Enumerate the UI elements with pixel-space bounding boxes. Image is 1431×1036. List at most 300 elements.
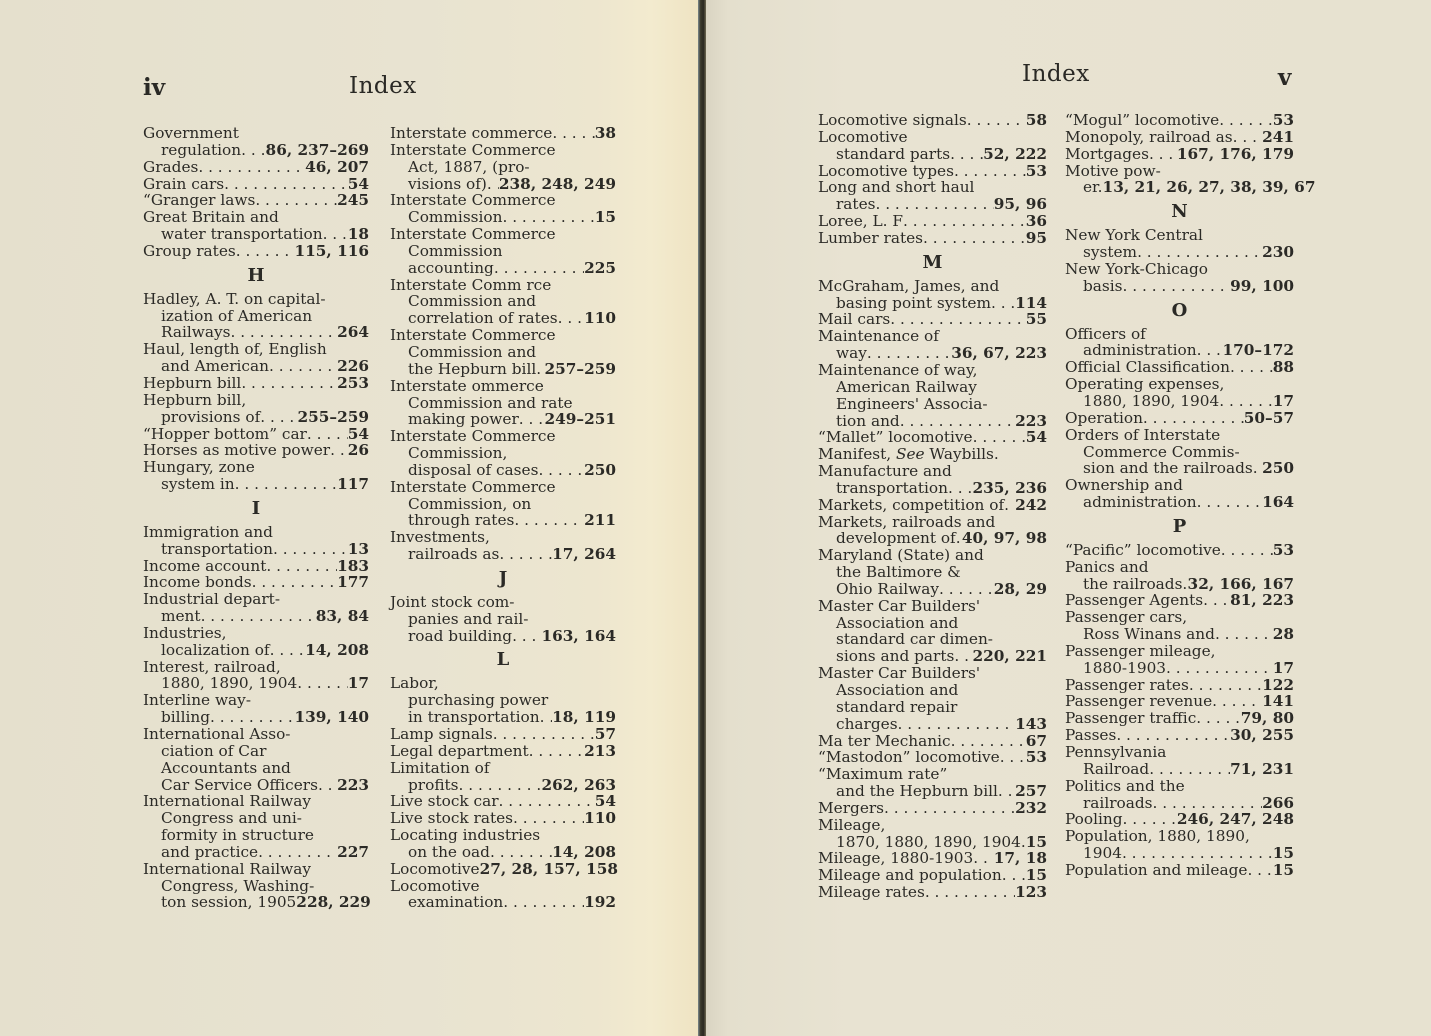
entry-text: Mileage, 1880-1903 bbox=[818, 849, 974, 868]
page-references: 13, 21, 26, 27, 38, 39, 67 bbox=[1102, 178, 1316, 197]
entry-line bbox=[1065, 244, 1294, 261]
entry-line bbox=[143, 777, 369, 794]
entry-line bbox=[818, 615, 1047, 632]
page-references: 40, 97, 98 bbox=[961, 529, 1047, 548]
index-entry bbox=[818, 665, 1047, 732]
dot-leader bbox=[260, 409, 297, 426]
dot-leader bbox=[490, 844, 552, 861]
entry-line bbox=[818, 631, 1047, 648]
entry-text: railroads bbox=[1083, 793, 1153, 812]
entry-text: Monopoly, railroad as bbox=[1065, 127, 1233, 146]
index-entry bbox=[818, 766, 1047, 800]
index-entry bbox=[390, 743, 616, 760]
entry-text: regulation bbox=[161, 140, 242, 159]
page-references: 223 bbox=[337, 775, 369, 794]
page-references: 242 bbox=[1015, 495, 1047, 514]
entry-line bbox=[143, 743, 369, 760]
entry-line bbox=[818, 581, 1047, 598]
dot-leader bbox=[1197, 342, 1223, 359]
dot-leader bbox=[1230, 359, 1273, 376]
entry-text: railroads as bbox=[408, 545, 500, 564]
entry-text: Mergers bbox=[818, 798, 885, 817]
index-entry bbox=[143, 574, 369, 591]
dot-leader bbox=[536, 361, 544, 378]
page-references: 245 bbox=[337, 191, 369, 210]
entry-text: administration bbox=[1083, 493, 1197, 512]
page-references: 253 bbox=[337, 373, 369, 392]
page-references: 36 bbox=[1025, 212, 1047, 231]
entry-line bbox=[1065, 609, 1294, 626]
entry-text: Maintenance of way, bbox=[818, 360, 978, 379]
entry-line bbox=[390, 894, 616, 911]
dot-leader bbox=[867, 345, 951, 362]
page-references: 266 bbox=[1262, 793, 1294, 812]
entry-line bbox=[1065, 643, 1294, 660]
page-references: 88 bbox=[1272, 358, 1294, 377]
entry-line bbox=[390, 192, 616, 209]
index-entry bbox=[1065, 427, 1294, 478]
entry-line bbox=[143, 709, 369, 726]
dot-leader bbox=[499, 793, 595, 810]
entry-text: Population, 1880, 1890, bbox=[1065, 827, 1250, 846]
page-references: 71, 231 bbox=[1230, 759, 1294, 778]
section-letter: L bbox=[496, 649, 510, 671]
entry-line bbox=[143, 243, 369, 260]
entry-line bbox=[818, 850, 1047, 867]
index-entry bbox=[1065, 677, 1294, 694]
index-entry bbox=[1065, 542, 1294, 559]
entry-line bbox=[390, 378, 616, 395]
page-references: 227 bbox=[337, 842, 369, 861]
dot-leader bbox=[201, 608, 316, 625]
index-entry bbox=[143, 159, 369, 176]
entry-line bbox=[818, 682, 1047, 699]
index-entry bbox=[818, 328, 1047, 362]
entry-text: Panics and bbox=[1065, 557, 1149, 576]
entry-line bbox=[818, 733, 1047, 750]
index-entry bbox=[143, 209, 369, 243]
entry-line bbox=[143, 894, 369, 911]
entry-text: American Railway bbox=[836, 377, 977, 396]
dot-leader bbox=[323, 226, 348, 243]
index-entry bbox=[390, 760, 616, 794]
entry-line bbox=[818, 112, 1047, 129]
page-references: 262, 263 bbox=[541, 775, 616, 794]
page-references: 54 bbox=[1025, 428, 1047, 447]
index-entry bbox=[390, 793, 616, 810]
entry-text: “Mogul” locomotive bbox=[1065, 111, 1220, 129]
entry-line bbox=[1065, 744, 1294, 761]
entry-text: Master Car Builders' bbox=[818, 664, 981, 683]
section-letter: N bbox=[1171, 201, 1188, 223]
entry-text: Ma ter Mechanic bbox=[818, 731, 951, 750]
entry-line bbox=[1065, 795, 1294, 812]
running-head: Index bbox=[349, 73, 417, 99]
dot-leader bbox=[1122, 845, 1273, 862]
entry-line bbox=[390, 310, 616, 327]
entry-text: Mileage rates bbox=[818, 883, 925, 902]
entry-text: Lumber rates bbox=[818, 228, 924, 247]
index-entry bbox=[143, 793, 369, 860]
dot-leader bbox=[1137, 244, 1262, 261]
dot-leader bbox=[1253, 460, 1262, 477]
entry-line bbox=[818, 362, 1047, 379]
entry-line bbox=[818, 783, 1047, 800]
index-entry bbox=[818, 429, 1047, 446]
entry-line bbox=[390, 760, 616, 777]
page-references: 117 bbox=[337, 475, 369, 494]
index-entry bbox=[1065, 778, 1294, 812]
entry-line bbox=[1065, 559, 1294, 576]
page-references: 246, 247, 248 bbox=[1176, 810, 1294, 829]
dot-leader bbox=[1219, 112, 1272, 129]
page-references: 238, 248, 249 bbox=[498, 174, 616, 193]
index-entry bbox=[1065, 112, 1294, 129]
entry-line bbox=[1065, 693, 1294, 710]
entry-line bbox=[1065, 460, 1294, 477]
dot-leader bbox=[1149, 146, 1177, 163]
page-references: 57 bbox=[594, 725, 616, 743]
index-entry bbox=[143, 375, 369, 392]
dot-leader bbox=[1004, 497, 1015, 514]
index-entry bbox=[390, 277, 616, 328]
page-references: 28 bbox=[1272, 625, 1294, 644]
right-page bbox=[706, 0, 1431, 1036]
dot-leader bbox=[224, 176, 348, 193]
entry-line bbox=[818, 800, 1047, 817]
entry-text: Government bbox=[143, 124, 239, 142]
entry-text: road building bbox=[408, 626, 513, 645]
dot-leader bbox=[954, 648, 972, 665]
entry-line bbox=[1065, 542, 1294, 559]
entry-text: Car Service Officers bbox=[161, 775, 318, 794]
entry-line bbox=[143, 591, 369, 608]
page-references: 15 bbox=[1025, 866, 1047, 885]
entry-line bbox=[143, 159, 369, 176]
page-references: 141 bbox=[1262, 692, 1294, 711]
entry-line bbox=[143, 176, 369, 193]
entry-text: system bbox=[1083, 243, 1138, 262]
section-letter: I bbox=[251, 497, 261, 519]
entry-line bbox=[390, 546, 616, 563]
page-references: 86, 237–269 bbox=[265, 140, 369, 159]
dot-leader bbox=[951, 733, 1026, 750]
dot-leader bbox=[1123, 811, 1177, 828]
dot-leader bbox=[890, 311, 1025, 328]
entry-line bbox=[1065, 862, 1294, 879]
index-entry bbox=[818, 278, 1047, 312]
page-references: 255–259 bbox=[297, 407, 369, 426]
entry-text: the Baltimore & bbox=[836, 563, 961, 582]
entry-line bbox=[1065, 592, 1294, 609]
entry-text: transportation bbox=[836, 478, 948, 497]
entry-line bbox=[143, 810, 369, 827]
page-references: 26 bbox=[347, 441, 369, 460]
entry-text: transportation bbox=[161, 539, 273, 558]
entry-text: er. bbox=[1083, 178, 1103, 197]
entry-text: Live stock car bbox=[390, 792, 499, 811]
left-page bbox=[0, 0, 700, 1036]
entry-line bbox=[390, 675, 616, 692]
entry-text: New York-Chicago bbox=[1065, 259, 1208, 278]
entry-text: standard repair bbox=[836, 697, 958, 716]
dot-leader bbox=[973, 850, 994, 867]
entry-text: Hepburn bill, bbox=[143, 390, 247, 409]
dot-leader bbox=[939, 581, 994, 598]
index-column-4 bbox=[1065, 111, 1316, 879]
index-entry bbox=[390, 327, 616, 378]
entry-text: Interstate Commerce bbox=[390, 427, 556, 446]
entry-line bbox=[390, 726, 616, 743]
entry-text: ment bbox=[161, 607, 201, 626]
entry-text: Commission bbox=[408, 241, 503, 260]
dot-leader bbox=[1197, 494, 1262, 511]
page-references: 213 bbox=[584, 741, 616, 760]
page-references: 192 bbox=[584, 893, 616, 912]
dot-leader bbox=[552, 125, 594, 142]
entry-text: Passenger traffic bbox=[1065, 709, 1197, 728]
entry-line bbox=[143, 524, 369, 541]
dot-leader bbox=[255, 192, 337, 209]
entry-line bbox=[390, 861, 616, 878]
entry-text: formity in structure bbox=[161, 826, 314, 845]
index-entry bbox=[1065, 129, 1294, 146]
entry-line bbox=[818, 413, 1047, 430]
index-entry bbox=[390, 675, 616, 726]
entry-line bbox=[818, 648, 1047, 665]
dot-leader bbox=[307, 426, 348, 443]
dot-leader bbox=[1143, 410, 1244, 427]
entry-line bbox=[818, 884, 1047, 901]
page-references: 110 bbox=[584, 809, 616, 828]
entry-text: Ohio Railway bbox=[836, 579, 939, 598]
entry-text: McGraham, James, and bbox=[818, 276, 1000, 295]
page-references: 53 bbox=[1272, 111, 1294, 129]
index-column-2 bbox=[390, 125, 616, 911]
dot-leader bbox=[499, 546, 552, 563]
index-entry bbox=[390, 861, 616, 878]
entry-text: Manufacture and bbox=[818, 462, 952, 481]
entry-line bbox=[143, 827, 369, 844]
entry-line bbox=[1065, 178, 1316, 197]
entry-text: rates bbox=[836, 195, 876, 214]
entry-line bbox=[1065, 477, 1294, 494]
entry-text: purchasing power bbox=[408, 691, 549, 710]
entry-line bbox=[1065, 146, 1294, 163]
section-letter: P bbox=[1172, 515, 1187, 537]
entry-text: Interstate commerce bbox=[390, 124, 553, 142]
index-entry bbox=[1065, 410, 1294, 427]
entry-text: Investments, bbox=[390, 528, 490, 547]
page-references: 50–57 bbox=[1243, 408, 1294, 427]
entry-line bbox=[818, 295, 1047, 312]
index-entry bbox=[818, 817, 1047, 851]
page-references: 123 bbox=[1015, 883, 1047, 902]
page-references: 58 bbox=[1025, 111, 1047, 129]
page-references: 115, 116 bbox=[294, 241, 369, 260]
entry-text: Immigration and bbox=[143, 522, 273, 541]
entry-line bbox=[818, 311, 1047, 328]
entry-text: Haul, length of, English bbox=[143, 340, 327, 359]
page-references: 79, 80 bbox=[1240, 709, 1294, 728]
dot-leader bbox=[503, 894, 584, 911]
entry-line bbox=[1065, 845, 1294, 862]
entry-line bbox=[818, 163, 1047, 180]
entry-line bbox=[143, 226, 369, 243]
entry-line bbox=[390, 878, 616, 895]
page-references: 15 bbox=[1272, 860, 1294, 879]
entry-text: making power bbox=[408, 410, 519, 429]
dot-leader bbox=[1212, 693, 1262, 710]
index-entry bbox=[818, 884, 1047, 901]
dot-leader bbox=[241, 375, 337, 392]
index-entry bbox=[818, 163, 1047, 180]
page-references: 230 bbox=[1262, 243, 1294, 262]
entry-line bbox=[818, 530, 1047, 547]
page-references: 257–259 bbox=[544, 359, 616, 378]
dot-leader bbox=[1219, 393, 1272, 410]
entry-line bbox=[390, 827, 616, 844]
page-references: 110 bbox=[584, 309, 616, 328]
entry-line bbox=[143, 308, 369, 325]
page-references: 53 bbox=[1025, 748, 1047, 767]
entry-text: Population and mileage bbox=[1065, 860, 1248, 879]
entry-text: Grades bbox=[143, 157, 199, 176]
index-entry bbox=[818, 514, 1047, 548]
dot-leader bbox=[1116, 727, 1230, 744]
entry-line bbox=[390, 743, 616, 760]
index-entry bbox=[143, 459, 369, 493]
entry-line bbox=[818, 564, 1047, 581]
index-entry bbox=[1065, 359, 1294, 376]
entry-text: Industrial depart- bbox=[143, 590, 280, 609]
entry-line bbox=[390, 395, 616, 412]
dot-leader bbox=[967, 112, 1026, 129]
entry-text: Great Britain and bbox=[143, 208, 279, 227]
page-references: 54 bbox=[347, 424, 369, 443]
entry-text: Interest, railroad, bbox=[143, 657, 281, 676]
entry-line bbox=[143, 726, 369, 743]
entry-line bbox=[390, 125, 616, 142]
entry-text: sion and the railroads bbox=[1083, 459, 1253, 478]
page-references: 18 bbox=[347, 225, 369, 244]
page-references: 170–172 bbox=[1222, 341, 1294, 360]
entry-line bbox=[390, 496, 616, 513]
entry-text: International Asso- bbox=[143, 725, 291, 743]
entry-line bbox=[1065, 112, 1294, 129]
entry-text: Pennsylvania bbox=[1065, 743, 1167, 761]
entry-line bbox=[143, 675, 369, 692]
entry-line bbox=[390, 611, 616, 628]
entry-text: Association and bbox=[836, 681, 959, 699]
entry-text: Commission and rate bbox=[408, 393, 573, 412]
entry-text: standard car dimen- bbox=[836, 630, 993, 649]
page-references: 114 bbox=[1015, 293, 1047, 312]
entry-text: and practice bbox=[161, 842, 259, 861]
index-column-3 bbox=[818, 112, 1047, 901]
index-entry bbox=[1065, 643, 1294, 677]
entry-text: Markets, railroads and bbox=[818, 512, 996, 531]
entry-line bbox=[143, 426, 369, 443]
running-head: Index bbox=[1022, 61, 1090, 87]
dot-leader bbox=[252, 574, 337, 591]
dot-leader bbox=[1002, 867, 1026, 884]
entry-line bbox=[390, 709, 616, 726]
entry-line bbox=[818, 514, 1047, 531]
entry-line bbox=[143, 192, 369, 209]
page-references: 163, 164 bbox=[541, 626, 616, 645]
entry-text: on the oad bbox=[408, 842, 490, 861]
entry-line bbox=[818, 379, 1047, 396]
index-entry bbox=[390, 226, 616, 277]
dot-leader bbox=[514, 512, 584, 529]
dot-leader bbox=[1221, 542, 1273, 559]
page-references: 52, 222 bbox=[983, 144, 1047, 163]
page-references: 27, 28, 157, 158 bbox=[479, 859, 618, 878]
entry-text: provisions of bbox=[161, 407, 261, 426]
index-entry bbox=[1065, 376, 1294, 410]
entry-line bbox=[818, 497, 1047, 514]
dot-leader bbox=[210, 709, 294, 726]
entry-text: Interstate ommerce bbox=[390, 376, 544, 395]
entry-text: administration bbox=[1083, 341, 1197, 360]
entry-text: Long and short haul bbox=[818, 178, 975, 197]
entry-text: Passes bbox=[1065, 726, 1117, 745]
page-references: 249–251 bbox=[544, 410, 616, 429]
page-references: 46, 207 bbox=[305, 157, 369, 176]
index-entry bbox=[1065, 227, 1294, 261]
index-entry bbox=[143, 591, 369, 625]
page-references: 95 bbox=[1025, 228, 1047, 247]
entry-text: Interstate Comm rce bbox=[390, 275, 552, 294]
entry-line bbox=[1065, 727, 1294, 744]
entry-line bbox=[143, 625, 369, 642]
index-entry bbox=[818, 800, 1047, 817]
index-entry bbox=[818, 850, 1047, 867]
entry-line bbox=[143, 392, 369, 409]
page-references: 54 bbox=[594, 792, 616, 811]
entry-line bbox=[1065, 376, 1294, 393]
index-entry bbox=[143, 426, 369, 443]
dot-leader bbox=[519, 411, 545, 428]
entry-text: Ownership and bbox=[1065, 476, 1183, 495]
entry-line bbox=[390, 277, 616, 294]
entry-line bbox=[1065, 660, 1294, 677]
entry-line bbox=[390, 428, 616, 445]
index-entry bbox=[390, 726, 616, 743]
page-references: 17 bbox=[1272, 391, 1294, 410]
entry-text: billing bbox=[161, 708, 211, 727]
entry-text: Congress, Washing- bbox=[161, 876, 315, 895]
entry-line bbox=[390, 692, 616, 709]
entry-text: International Railway bbox=[143, 792, 311, 811]
entry-line bbox=[390, 479, 616, 496]
entry-line bbox=[143, 642, 369, 659]
dot-leader bbox=[318, 777, 337, 794]
page-references: 177 bbox=[337, 573, 369, 592]
dot-leader bbox=[1166, 660, 1273, 677]
dot-leader bbox=[925, 884, 1015, 901]
entry-text: correlation of rates bbox=[408, 309, 558, 328]
page-references: 15 bbox=[1025, 832, 1047, 851]
index-entry bbox=[390, 594, 616, 645]
entry-text: 1880-1903 bbox=[1083, 658, 1167, 677]
entry-line bbox=[390, 810, 616, 827]
entry-line bbox=[818, 196, 1047, 213]
entry-line bbox=[390, 594, 616, 611]
entry-text: Locomotive signals bbox=[818, 111, 967, 129]
entry-text: the railroads bbox=[1083, 574, 1183, 593]
